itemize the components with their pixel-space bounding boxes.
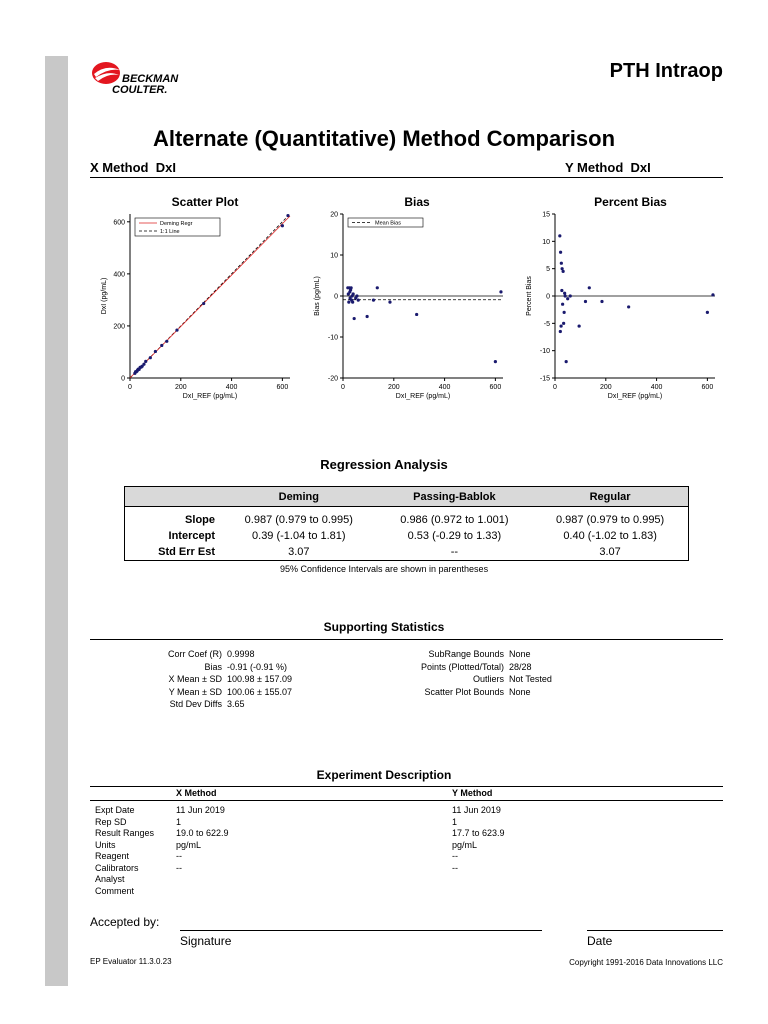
x-tick-label: 200 (174, 384, 187, 391)
experiment-col-y: Y Method (452, 788, 493, 798)
exp-y-value: 17.7 to 623.9 (452, 828, 505, 838)
exp-y-value: pg/mL (452, 839, 478, 850)
experiment-title: Experiment Description (316, 768, 452, 782)
y-tick-label: -10 (327, 334, 338, 342)
brand-line-2: COULTER. (112, 84, 168, 96)
y-tick-label: -5 (543, 320, 550, 328)
stat-row (130, 661, 292, 674)
data-point (160, 344, 163, 347)
data-point (347, 301, 350, 304)
cell: 0.39 (-1.04 to 1.81) (252, 529, 346, 542)
y-tick-label: 0 (334, 293, 338, 301)
stat-value: Not Tested (509, 674, 552, 684)
x-axis-label: DxI_REF (pg/mL) (182, 393, 238, 400)
experiment-col-x: X Method (176, 788, 217, 798)
stat-label: Corr Coef (R) (167, 649, 222, 659)
y-method-value: DxI (630, 160, 651, 175)
stat-row (390, 648, 552, 661)
experiment-divider (90, 800, 723, 801)
data-point (351, 301, 354, 304)
data-point (562, 322, 565, 325)
data-point (366, 315, 369, 318)
stat-value: None (509, 686, 531, 697)
regression-corner (125, 487, 222, 507)
data-point (569, 294, 572, 297)
stat-value: 3.65 (227, 699, 245, 709)
cell: 3.07 (288, 545, 310, 558)
exp-label: Analyst (95, 874, 125, 884)
table-row (125, 512, 689, 528)
data-point (175, 329, 178, 332)
data-point (559, 251, 562, 254)
brand-wordmark (112, 73, 179, 96)
stat-row (130, 673, 292, 686)
data-point (376, 286, 379, 289)
cell: 0.40 (-1.02 to 1.83) (563, 529, 657, 542)
data-point (281, 224, 284, 227)
x-tick-label: 400 (225, 384, 238, 391)
experiment-divider-top (90, 786, 723, 787)
header-divider (90, 177, 723, 178)
data-point (350, 286, 353, 289)
data-point (706, 311, 709, 314)
stat-row (130, 686, 292, 699)
x-axis-label: DxI_REF (pg/mL) (607, 393, 663, 400)
date-line (587, 930, 723, 931)
data-point (149, 356, 152, 359)
row-label: Slope (185, 513, 215, 526)
data-point (202, 302, 205, 305)
data-point (559, 330, 562, 333)
x-method-label: X Method (90, 160, 149, 175)
stat-label: Bias (204, 661, 222, 672)
data-point (494, 360, 497, 363)
regression-col-regular: Regular (532, 487, 688, 507)
data-point (144, 360, 147, 363)
data-point (561, 267, 564, 270)
brand-line-1: BECKMAN (122, 73, 179, 85)
data-point (584, 300, 587, 303)
data-point (560, 262, 563, 265)
data-point (561, 303, 564, 306)
exp-y-value: -- (452, 851, 458, 861)
y-tick-label: -10 (539, 348, 550, 356)
exp-label: Result Ranges (95, 828, 155, 838)
data-point (711, 293, 714, 296)
experiment-x-values (176, 805, 229, 874)
x-tick-label: 0 (341, 384, 345, 391)
left-margin-bar (45, 56, 68, 986)
stat-label: Points (Plotted/Total) (420, 661, 504, 672)
signature-line (180, 930, 542, 931)
data-point (352, 292, 355, 295)
legend-identity-label: 1:1 Line (160, 229, 180, 235)
exp-label: Units (95, 839, 116, 850)
stat-label: SubRange Bounds (428, 649, 504, 659)
x-tick-label: 600 (701, 384, 714, 391)
stat-label: Y Mean ± SD (168, 686, 222, 697)
cell: 0.987 (0.979 to 0.995) (555, 513, 665, 526)
regression-table (124, 486, 689, 561)
data-point (357, 299, 360, 302)
report-name: PTH Intraop (609, 60, 723, 82)
exp-x-value: -- (176, 862, 182, 873)
regression-title: Regression Analysis (320, 457, 448, 472)
data-point (388, 301, 391, 304)
y-axis-label: Bias (pg/mL) (314, 276, 321, 316)
regression-col-deming: Deming (221, 487, 377, 507)
data-point (286, 214, 289, 217)
stat-value: 100.06 ± 155.07 (227, 686, 293, 697)
percent-bias-plot (510, 208, 720, 408)
y-tick-label: 10 (542, 238, 550, 246)
cell: 0.53 (-0.29 to 1.33) (407, 529, 502, 542)
data-point (353, 317, 356, 320)
x-tick-label: 0 (128, 384, 132, 391)
row-label: Intercept (168, 529, 215, 542)
page-title: Alternate (Quantitative) Method Comparison (152, 126, 616, 151)
y-method-label: Y Method (565, 160, 624, 175)
data-point (627, 305, 630, 308)
stat-label: Std Dev Diffs (169, 699, 222, 709)
exp-y-value: -- (452, 862, 458, 873)
exp-label: Rep SD (95, 816, 127, 827)
data-point (560, 289, 563, 292)
stat-row (390, 661, 552, 674)
legend-deming-label: Deming Regr (160, 221, 193, 227)
y-tick-label: 400 (113, 271, 125, 279)
exp-label: Reagent (95, 851, 130, 861)
stat-label: Scatter Plot Bounds (424, 686, 504, 697)
x-tick-label: 200 (599, 384, 612, 391)
deming-regression-line (130, 216, 290, 378)
cell: 0.986 (0.972 to 1.001) (400, 513, 509, 526)
data-point (565, 360, 568, 363)
y-tick-label: -15 (539, 375, 550, 383)
date-label: Date (587, 934, 613, 948)
y-tick-label: 0 (546, 293, 550, 301)
cell: 0.987 (0.979 to 0.995) (244, 513, 353, 526)
y-tick-label: 600 (113, 219, 125, 227)
experiment-y-values (452, 805, 505, 874)
data-point (559, 324, 562, 327)
bias-plot (298, 208, 508, 408)
x-tick-label: 600 (276, 384, 289, 391)
data-point (499, 290, 502, 293)
stat-row (130, 698, 292, 711)
data-point (564, 294, 567, 297)
data-point (372, 299, 375, 302)
x-tick-label: 0 (553, 384, 557, 391)
data-point (563, 292, 566, 295)
copyright-text: Copyright 1991-2016 Data Innovations LLC (569, 958, 723, 967)
y-method-heading (565, 160, 651, 175)
percent-bias-plot-title: Percent Bias (594, 195, 667, 209)
y-tick-label: 5 (546, 266, 550, 274)
stat-value: 100.98 ± 157.09 (227, 674, 293, 684)
x-tick-label: 200 (387, 384, 400, 391)
stat-value: None (509, 649, 531, 659)
data-point (578, 324, 581, 327)
supporting-left-stats (130, 648, 292, 711)
x-axis-label: DxI_REF (pg/mL) (395, 393, 451, 400)
bias-plot-title: Bias (404, 195, 430, 209)
supporting-title: Supporting Statistics (323, 620, 445, 634)
data-point (165, 340, 168, 343)
confidence-note: 95% Confidence Intervals are shown in parentheses (279, 564, 489, 574)
x-method-heading (90, 160, 176, 175)
y-axis-label: DxI (pg/mL) (101, 277, 108, 315)
data-point (415, 313, 418, 316)
experiment-labels (95, 805, 154, 897)
data-point (154, 350, 157, 353)
signature-label: Signature (180, 934, 232, 948)
data-point (558, 234, 561, 237)
supporting-right-stats (390, 648, 552, 698)
data-point (355, 294, 358, 297)
stat-row (130, 648, 292, 661)
x-tick-label: 400 (650, 384, 663, 391)
data-point (588, 286, 591, 289)
stat-row (390, 686, 552, 699)
exp-label: Calibrators (95, 862, 139, 873)
exp-x-value: -- (176, 851, 182, 861)
stat-value: -0.91 (-0.91 %) (227, 661, 288, 672)
version-text: EP Evaluator 11.3.0.23 (90, 957, 172, 966)
data-point (600, 300, 603, 303)
stat-value: 28/28 (509, 661, 532, 672)
y-axis-label: Percent Bias (526, 276, 533, 316)
y-tick-label: 10 (330, 252, 338, 260)
exp-x-value: pg/mL (176, 839, 202, 850)
data-point (562, 270, 565, 273)
y-tick-label: 20 (330, 211, 338, 219)
exp-label: Comment (95, 885, 135, 896)
table-row (125, 544, 689, 561)
exp-y-value: 1 (452, 816, 458, 827)
stat-row (390, 673, 552, 686)
row-label: Std Err Est (158, 545, 215, 558)
x-method-value: DxI (155, 160, 176, 175)
x-tick-label: 400 (438, 384, 451, 391)
stat-label: X Mean ± SD (168, 674, 222, 684)
scatter-plot-title: Scatter Plot (171, 195, 239, 209)
x-tick-label: 600 (489, 384, 502, 391)
data-point (142, 363, 145, 366)
data-point (566, 297, 569, 300)
accepted-by-label: Accepted by: (90, 915, 160, 929)
stat-value: 0.9998 (227, 649, 255, 659)
y-tick-label: -20 (327, 375, 338, 383)
supporting-divider (90, 639, 723, 640)
table-row (125, 528, 689, 544)
cell: -- (450, 545, 459, 558)
stat-label: Outliers (472, 674, 504, 684)
exp-y-value: 11 Jun 2019 (452, 805, 501, 815)
y-tick-label: 200 (113, 323, 125, 331)
exp-label: Expt Date (95, 805, 135, 815)
scatter-plot (85, 208, 295, 408)
exp-x-value: 19.0 to 622.9 (176, 828, 229, 838)
exp-x-value: 11 Jun 2019 (176, 805, 225, 815)
cell: 3.07 (599, 545, 621, 558)
legend-mean-bias-label: Mean Bias (375, 220, 401, 227)
data-point (563, 311, 566, 314)
y-tick-label: 0 (121, 375, 125, 383)
regression-col-passing-bablok: Passing-Bablok (377, 487, 533, 507)
y-tick-label: 15 (542, 211, 550, 219)
exp-x-value: 1 (176, 816, 182, 827)
